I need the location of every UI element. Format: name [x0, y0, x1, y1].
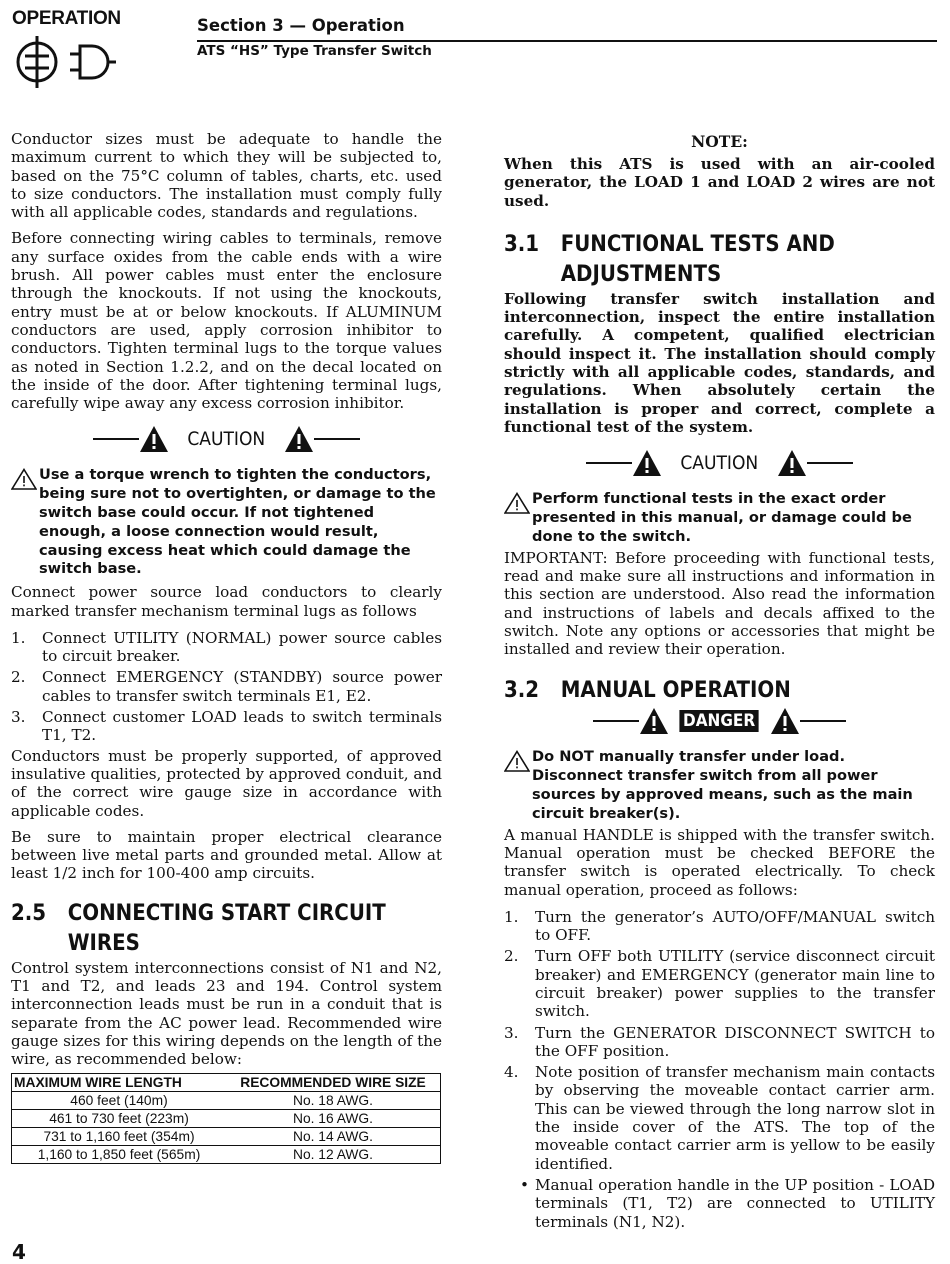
operation-badge [12, 8, 122, 30]
banner-rule [586, 462, 632, 464]
warning-triangle-icon [632, 449, 662, 477]
header-rule [197, 40, 937, 42]
table-cell: No. 18 AWG. [226, 1092, 441, 1110]
paragraph-connecting-cables: Before connecting wiring cables to terminals, remove any surface oxides from the cable ends with a wire brush. All power cables must enter the enclosure through the knockouts. If not using the knockouts, entry must be at or below knockouts. If ALUMINUM conductors are used, apply corrosion inhibitor to conductors. Tighten terminal lugs to the torque values as noted in Section 1.2.2, and on the decal located on the inside of the door. After tightening terminal lugs, carefully wipe away any excess corrosion inhibitor. [11, 229, 442, 413]
banner-rule [93, 438, 139, 440]
step-text: Turn OFF both UTILITY (service disconnect circuit breaker) and EMERGENCY (generator main line to circuit breaker) power supplies to the transfer switch. [535, 947, 935, 1021]
table-row [12, 1110, 441, 1128]
left-column [11, 130, 442, 1164]
table-cell: 460 feet (140m) [12, 1092, 227, 1110]
list-item [504, 1063, 935, 1173]
danger-banner [504, 704, 935, 738]
step-text: Connect EMERGENCY (STANDBY) source power cables to transfer switch terminals E1, E2. [42, 668, 442, 705]
connection-steps [11, 629, 442, 745]
wire-size-table [11, 1073, 441, 1164]
warning-triangle-icon [139, 425, 169, 453]
banner-rule [800, 720, 846, 722]
section-number: 3.2 [504, 678, 540, 704]
right-column [504, 130, 935, 1231]
step-text: Turn the GENERATOR DISCONNECT SWITCH to the OFF position. [535, 1023, 935, 1060]
paragraph-functional-tests: Following transfer switch installation and interconnection, inspect the entire installation carefully. A competent, qualified electrician should inspect it. The installation should comply strictly with all applicable codes, standards, and regulations. When absolutely certain the installation is proper and correct, complete a functional test of the system. [504, 289, 935, 436]
list-item [11, 629, 442, 666]
table-row [12, 1146, 441, 1164]
paragraph-important: IMPORTANT: Before proceeding with functional tests, read and make sure all instructions and information in this section are understood. Also read the information and instructions of labels and decals affixed to the switch. Note any options or accessories that might be installed and review their operation. [504, 548, 935, 659]
warning-triangle-icon [770, 707, 800, 735]
handle-position-bullets [504, 1176, 935, 1231]
table-header-row [12, 1074, 441, 1092]
paragraph-control-system: Control system interconnections consist of N1 and N2, T1 and T2, and leads 23 and 194. Control system interconnection leads must be run in a conduit that is separate from the AC power lead. Recommended wire gauge sizes for this wiring depends on the length of the wire, as recommended below: [11, 958, 442, 1069]
step-number: 2. [11, 668, 26, 687]
warning-triangle-icon [639, 707, 669, 735]
column-header: MAXIMUM WIRE LENGTH [12, 1074, 227, 1092]
caution-text: Perform functional tests in the exact order presented in this manual, or damage could be done to the switch. [532, 490, 912, 545]
paragraph-connect-load: Connect power source load conductors to clearly marked transfer mechanism terminal lugs as follows [11, 583, 442, 620]
list-item [504, 1176, 935, 1231]
document-subtitle: ATS “HS” Type Transfer Switch [197, 43, 432, 59]
caution-label: CAUTION [187, 428, 266, 451]
table-cell: 461 to 730 feet (223m) [12, 1110, 227, 1128]
table-cell: 731 to 1,160 feet (354m) [12, 1128, 227, 1146]
step-number: 2. [504, 947, 519, 966]
danger-text: Do NOT manually transfer under load. Disconnect transfer switch from all power sources by approved means, such as the main circuit breaker(s). [532, 748, 913, 822]
table-cell: No. 14 AWG. [226, 1128, 441, 1146]
step-number: 1. [504, 907, 519, 926]
step-number: 1. [11, 628, 26, 647]
caution-outline-icon [504, 490, 532, 518]
table-cell: No. 16 AWG. [226, 1110, 441, 1128]
banner-rule [593, 720, 639, 722]
step-number: 4. [504, 1063, 519, 1082]
note-title: NOTE: [691, 132, 748, 151]
banner-rule [314, 438, 360, 440]
table-cell: No. 12 AWG. [226, 1146, 441, 1164]
column-header: RECOMMENDED WIRE SIZE [226, 1074, 441, 1092]
caution-message [11, 466, 442, 579]
section-title: FUNCTIONAL TESTS AND ADJUSTMENTS [560, 231, 835, 287]
list-item [504, 1024, 935, 1061]
section-number: 3.1 [504, 231, 540, 257]
section-title: MANUAL OPERATION [560, 678, 791, 704]
caution-banner [504, 446, 935, 480]
paragraph-clearance: Be sure to maintain proper electrical clearance between live metal parts and grounded metal. Allow at least 1/2 inch for 100-400 amp circuits. [11, 827, 442, 883]
section-number: 2.5 [11, 900, 47, 926]
banner-rule [807, 462, 853, 464]
list-item [504, 908, 935, 945]
paragraph-conductor-sizes: Conductor sizes must be adequate to handle the maximum current to which they will be subjected to, based on the 75°C column of tables, charts, etc. used to size conductors. The installation must comply fully with all applicable codes, standards and regulations. [11, 130, 442, 222]
step-number: 3. [504, 1023, 519, 1042]
section-2-5-heading [11, 899, 442, 959]
caution-outline-icon [11, 466, 39, 494]
section-heading: Section 3 — Operation [197, 16, 405, 35]
caution-message [504, 490, 935, 546]
step-text: Note position of transfer mechanism main contacts by observing the moveable contact carrier arm. This can be viewed through the long narrow slot in the inside cover of the ATS. The top of the moveable contact carrier arm is yellow to be easily identified. [535, 1063, 935, 1173]
list-item [11, 708, 442, 745]
bullet-mark: • [520, 1175, 529, 1194]
warning-triangle-icon [777, 449, 807, 477]
paragraph-conductor-support: Conductors must be properly supported, of approved insulative qualities, protected by approved conduit, and of the correct wire gauge size in accordance with applicable codes. [11, 746, 442, 820]
list-item [11, 668, 442, 705]
step-text: Connect UTILITY (NORMAL) power source cables to circuit breaker. [42, 628, 442, 666]
bullet-text: Manual operation handle in the UP position - LOAD terminals (T1, T2) are connected to UTILITY terminals (N1, N2). [535, 1175, 935, 1231]
page-number: 4 [12, 1240, 26, 1264]
paragraph-manual-handle: A manual HANDLE is shipped with the transfer switch. Manual operation must be checked BEFORE the transfer switch is operated electrically. To check manual operation, proceed as follows: [504, 825, 935, 899]
section-3-2-heading [504, 676, 935, 706]
table-row [12, 1092, 441, 1110]
caution-banner [11, 422, 442, 456]
caution-label: CAUTION [680, 452, 759, 475]
section-3-1-heading [504, 230, 935, 290]
step-text: Connect customer LOAD leads to switch terminals T1, T2. [42, 708, 442, 745]
operation-label: OPERATION [12, 8, 121, 29]
danger-outline-icon [504, 748, 532, 776]
danger-message [504, 748, 935, 823]
table-row [12, 1128, 441, 1146]
step-number: 3. [11, 708, 26, 727]
manual-operation-steps [504, 908, 935, 1173]
danger-label: DANGER [680, 710, 759, 732]
warning-triangle-icon [284, 425, 314, 453]
step-text: Turn the generator’s AUTO/OFF/MANUAL switch to OFF. [535, 907, 935, 945]
operation-symbol-icon [14, 34, 118, 90]
caution-text: Use a torque wrench to tighten the conductors, being sure not to overtighten, or damage to the switch base could occur. If not tightened enough, a loose connection would result, causing excess heat which could damage the switch base. [39, 466, 436, 578]
section-title: CONNECTING START CIRCUIT WIRES [67, 900, 386, 956]
note-text: When this ATS is used with an air-cooled generator, the LOAD 1 and LOAD 2 wires are not used. [504, 155, 935, 210]
table-cell: 1,160 to 1,850 feet (565m) [12, 1146, 227, 1164]
list-item [504, 947, 935, 1020]
